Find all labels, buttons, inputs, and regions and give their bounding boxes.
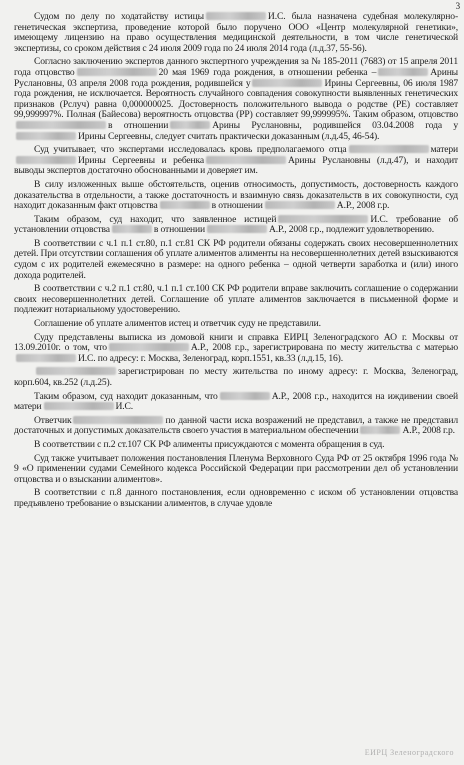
redacted-name bbox=[252, 79, 322, 87]
paragraph-text: В соответствии с ч.2 п.1 ст.80, ч.1 п.1 ст.100 СК РФ родители вправе заключить соглашение о содержании своих несовершеннолетних детей. Соглашение об уплате алиментов заключается в письменной форме и подлежит нотариальному удостоверению. bbox=[14, 283, 458, 316]
paragraph-text: Таким образом, суд находит доказанным, что bbox=[34, 390, 218, 402]
paragraph-text: И.С. bbox=[115, 401, 134, 413]
paragraph bbox=[14, 440, 458, 451]
paragraph bbox=[14, 392, 458, 413]
paragraph-text: Ирины Сергеевны и ребенка bbox=[78, 154, 204, 166]
paragraph-text: в отношении bbox=[211, 200, 263, 212]
paragraph-text: 20 мая 1969 года рождения, в отношении ребенка – bbox=[158, 66, 377, 78]
redacted-name bbox=[16, 132, 76, 140]
redacted-name bbox=[206, 156, 286, 164]
page-number: 3 bbox=[455, 1, 460, 11]
paragraph bbox=[14, 180, 458, 212]
paragraph-text: в отношении bbox=[153, 224, 206, 236]
paragraph-text: Ирины Сергеевны, 06 июля 1987 года рождения, не исключается. Вероятность случайного совпадения совокупности выявленных генетических признаков (Pслуч) равна 0,000000025. Достоверность положительного вывода о родстве (PE) составляет 99,999997%. Полная (Байесова) вероятность отцовства (PP) составляет 99,999995%. Таким образом, отцовство bbox=[14, 77, 458, 121]
paragraph-text: А.Р., 2008 г.р., зарегистрирована по месту жительства с матерью bbox=[190, 342, 458, 354]
paragraph-text: А.Р., 2008 г.р., находится на иждивении своей матери bbox=[14, 390, 458, 413]
paragraph bbox=[14, 215, 458, 236]
paragraph-text: В силу изложенных выше обстоятельств, оценив относимость, допустимость, достоверность каждого доказательства в отдельности, а также достаточность и взаимную связь доказательств в их совокупности, суд находит доказанным факт отцовства bbox=[14, 178, 458, 212]
paragraph-text: Ирины Сергеевны, следует считать практически доказанным (л.д.45, 46-54). bbox=[78, 130, 380, 142]
redacted-name bbox=[16, 156, 76, 164]
paragraph-text: Ответчик bbox=[34, 414, 72, 426]
redacted-name bbox=[360, 426, 400, 434]
paragraph-text: В соответствии с п.2 ст.107 СК РФ алименты присуждаются с момента обращения в суд. bbox=[34, 438, 385, 450]
paragraph-text: Соглашение об уплате алиментов истец и ответчик суду не представили. bbox=[34, 318, 321, 330]
paragraph bbox=[14, 333, 458, 365]
redacted-name bbox=[220, 392, 270, 400]
redacted-name bbox=[160, 201, 210, 209]
paragraph-text: Арины Руслановны, родившейся 03.04.2008 года у bbox=[212, 119, 459, 131]
redacted-name bbox=[206, 12, 266, 20]
paragraph-text: зарегистрирован по месту жительства по иному адресу: г. Москва, Зеленоград, корп.604, кв.252 (л.д.25). bbox=[14, 366, 458, 388]
document-body bbox=[14, 12, 458, 510]
redacted-name bbox=[109, 343, 189, 351]
paragraph-text: Арины Руслановны, 03 апреля 2008 года рождения, родившейся у bbox=[14, 66, 458, 89]
paragraph-text: А.Р., 2008 г.р., подлежит удовлетворению. bbox=[269, 224, 434, 236]
redacted-name bbox=[112, 225, 152, 233]
redacted-name bbox=[44, 402, 114, 410]
redacted-name bbox=[16, 121, 106, 129]
paragraph-text: В соответствии с ч.1 п.1 ст.80, п.1 ст.81 СК РФ родители обязаны содержать своих несовершеннолетних детей. При отсутствии соглашения об уплате алиментов алименты на несовершеннолетних детей взыскиваются судом с их родителей ежемесячно в размере: на одного ребенка – одной четверти заработка и (или) иного дохода родителей. bbox=[14, 237, 458, 281]
redacted-name bbox=[349, 145, 429, 153]
paragraph bbox=[14, 284, 458, 316]
paragraph bbox=[14, 319, 458, 330]
paragraph-text: по данной части иска возражений не представил, а также не представил достаточных и допустимых доказательств своего участия в материальном обеспечении bbox=[14, 414, 458, 437]
redacted-name bbox=[16, 354, 76, 362]
paragraph-text: И.С. была назначена судебная молекулярно-генетическая экспертиза, проведение которой было поручено ООО «Центр молекулярной генетики», имеющему лицензию на право осуществления медицинской деятельности, в том числе генетической экспертизы, со сроком действия с 24 июля 2009 года по 24 июля 2014 года (л.д.37, 55-56). bbox=[14, 11, 458, 54]
paragraph-text: матери bbox=[430, 144, 458, 156]
redacted-name bbox=[378, 68, 428, 76]
redacted-name bbox=[73, 416, 163, 424]
paragraph bbox=[14, 57, 458, 142]
redacted-name bbox=[36, 367, 116, 375]
paragraph bbox=[14, 12, 458, 54]
redacted-name bbox=[265, 201, 335, 209]
redacted-name bbox=[170, 121, 210, 129]
paragraph-text: Согласно заключению экспертов данного экспертного учреждения за № 185-2011 (7683) от 15 апреля 2011 года отцовство bbox=[14, 56, 458, 78]
paragraph bbox=[14, 239, 458, 281]
paragraph-text: Суду представлены выписка из домовой книги и справка ЕИРЦ Зеленоградского АО г. Москвы от 13.09.2010г. о том, что bbox=[14, 331, 458, 354]
paragraph bbox=[14, 454, 458, 486]
redacted-name bbox=[278, 215, 368, 223]
paragraph-text: Арины Руслановны (л.д.47), и находит выводы экспертов достаточно обоснованными и доверяет им. bbox=[14, 154, 458, 177]
paragraph bbox=[14, 416, 458, 437]
paragraph bbox=[14, 367, 458, 388]
paragraph-text: В соответствии с п.8 данного постановления, если одновременно с иском об установлении отцовства предъявлено требование о взыскании алиментов, в случае удовле bbox=[14, 487, 458, 509]
redacted-name bbox=[207, 225, 267, 233]
footer-stamp: ЕИРЦ Зеленоградского bbox=[364, 748, 454, 758]
paragraph-text: в отношении bbox=[108, 119, 169, 131]
paragraph-text: И.С. по адресу: г. Москва, Зеленоград, корп.1551, кв.33 (л.д.15, 16). bbox=[78, 352, 343, 364]
paragraph-text: Судом по делу по ходатайству истицы bbox=[34, 11, 204, 22]
paragraph bbox=[14, 145, 458, 177]
paragraph-text: Суд учитывает, что экспертами исследовалась кровь предполагаемого отца bbox=[34, 144, 347, 156]
paragraph-text: И.С. требование об установлении отцовства bbox=[14, 213, 458, 236]
paragraph-text: А.Р., 2008 г.р. bbox=[402, 425, 455, 437]
paragraph-text: Таким образом, суд находит, что заявленное истицей bbox=[34, 213, 277, 225]
paragraph-text: Суд также учитывает положения постановления Пленума Верховного Суда РФ от 25 октября 1996 года № 9 «О применении судами Семейного кодекса Российской Федерации при рассмотрении дел об установлении отцовства и о взыскании алиментов». bbox=[14, 452, 458, 485]
paragraph-text: А.Р., 2008 г.р. bbox=[336, 200, 390, 212]
paragraph bbox=[14, 488, 458, 509]
redacted-name bbox=[77, 68, 157, 76]
